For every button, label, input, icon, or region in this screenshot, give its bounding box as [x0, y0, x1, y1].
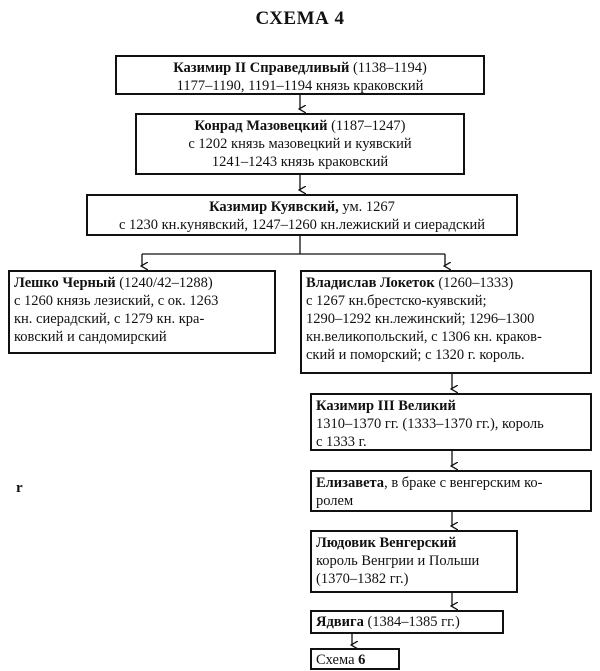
diagram-title: СХЕМА 4 — [255, 8, 345, 29]
years-kazimir-ii: (1138–1194) — [352, 60, 427, 76]
text-vladislav-line2: 1290–1292 кн.лежинский; 1296–1300 — [306, 311, 535, 327]
text-konrad-line1: с 1202 князь мазовецкий и куявский — [188, 136, 412, 152]
name-yadviga: Ядвига — [316, 614, 364, 630]
text-vladislav-line1: с 1267 кн.брестско-куявский; — [306, 293, 487, 309]
name-konrad: Конрад Мазовецкий — [194, 118, 328, 134]
text-vladislav-line3: кн.великопольский, с 1306 кн. краков- — [306, 329, 542, 345]
box-vladislav-loketok — [300, 270, 592, 374]
text-leshko-line2: кн. сиерадский, с 1279 кн. кра- — [14, 311, 205, 327]
text-kazimir-kuyavsky-line1: с 1230 кн.кунявский, 1247–1260 кн.лежиский и сиерадский — [118, 217, 486, 233]
text-leshko-line3: ковский и сандомирский — [14, 329, 167, 345]
box-leshko-cherny — [8, 270, 276, 354]
years-yadviga: (1384–1385 гг.) — [367, 614, 460, 630]
name-lyudovik: Людовик Венгерский — [316, 535, 457, 551]
text-elizaveta-line1: ролем — [316, 493, 354, 509]
text-vladislav-line4: ский и поморский; с 1320 г. король. — [306, 347, 525, 363]
box-schema-6-reference — [310, 648, 400, 670]
name-kazimir-kuyavsky: Казимир Куявский, — [209, 199, 339, 215]
text-kazimir-iii-line2: с 1333 г. — [316, 434, 367, 450]
years-vladislav: (1260–1333) — [438, 275, 514, 291]
years-leshko: (1240/42–1288) — [119, 275, 213, 291]
box-kazimir-kuyavsky — [86, 194, 518, 236]
box-kazimir-ii — [115, 55, 485, 95]
box-yadviga — [310, 610, 504, 634]
text-leshko-line1: с 1260 князь лезиский, с ок. 1263 — [14, 293, 219, 309]
stray-mark: r — [16, 480, 23, 496]
schema-6-label: Схема — [316, 652, 355, 668]
text-lyudovik-line1: король Венгрии и Польши — [316, 553, 480, 569]
text-lyudovik-line2: (1370–1382 гг.) — [316, 571, 409, 587]
box-kazimir-iii — [310, 393, 592, 451]
schema-6-number: 6 — [358, 652, 366, 668]
name-vladislav: Владислав Локеток — [306, 275, 435, 291]
name-elizaveta: Елизавета — [316, 475, 385, 491]
text-elizaveta-rest: , в браке с венгерским ко- — [384, 475, 543, 491]
box-elizaveta — [310, 470, 592, 512]
text-kazimir-iii-line1: 1310–1370 гг. (1333–1370 гг.), король — [316, 416, 544, 432]
name-leshko: Лешко Черный — [14, 275, 116, 291]
name-kazimir-iii: Казимир III Великий — [316, 398, 456, 414]
years-konrad: (1187–1247) — [331, 118, 406, 134]
years-kazimir-kuyavsky: ум. 1267 — [342, 199, 395, 215]
text-kazimir-ii-line1: 1177–1190, 1191–1194 князь краковский — [176, 78, 424, 94]
name-kazimir-ii: Казимир II Справедливый — [173, 60, 350, 76]
box-lyudovik-vengersky — [310, 530, 518, 593]
text-konrad-line2: 1241–1243 князь краковский — [211, 154, 389, 170]
box-konrad-mazovetsky — [135, 113, 465, 175]
